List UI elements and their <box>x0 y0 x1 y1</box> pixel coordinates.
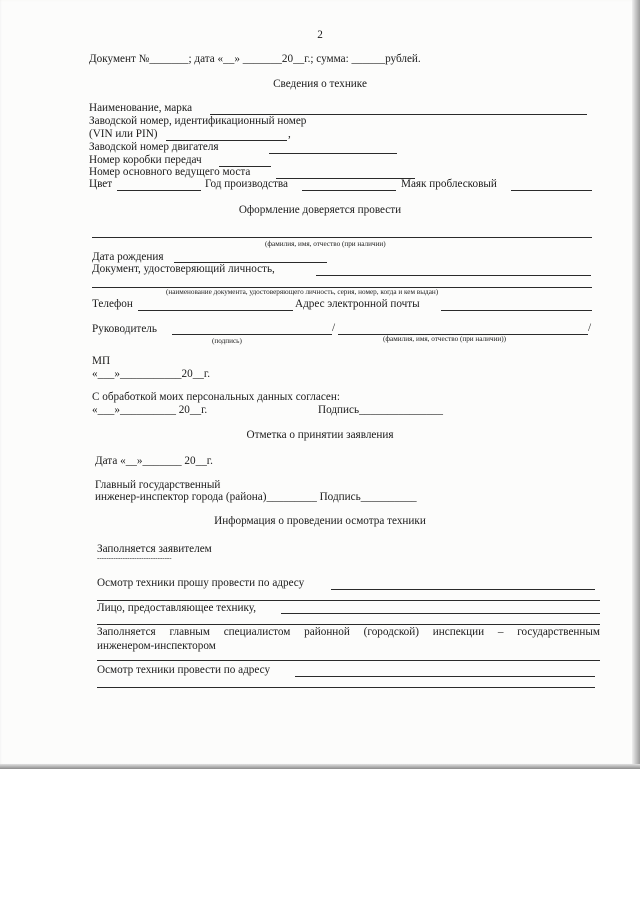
section-title-tech: Сведения о технике <box>273 78 367 90</box>
label-presenter: Лицо, предоставляющее технику, <box>97 602 257 614</box>
label-chief-fill-2: инженером-инспектором <box>97 640 216 652</box>
label-engine-no: Заводской номер двигателя <box>89 141 219 153</box>
caption-head-signature: (подпись) <box>212 337 242 345</box>
field-year[interactable] <box>302 190 396 191</box>
field-id-doc[interactable] <box>316 275 591 276</box>
caption-trustee-fio: (фамилия, имя, отчество (при наличии) <box>265 240 386 248</box>
label-head: Руководитель <box>92 323 157 335</box>
field-email[interactable] <box>441 310 592 311</box>
label-year: Год производства <box>205 178 288 190</box>
label-gearbox-no: Номер коробки передач <box>89 154 202 166</box>
label-id-doc: Документ, удостоверяющий личность, <box>92 263 275 275</box>
label-phone: Телефон <box>92 298 133 310</box>
field-chief-fill-line[interactable] <box>97 660 600 661</box>
label-applicant-fill: Заполняется заявителем <box>97 543 212 555</box>
consent-date: «___»__________ 20__г. <box>92 404 208 416</box>
label-beacon: Маяк проблесковый <box>401 178 497 190</box>
accept-chief-line2: инженер-инспектор города (района)_________ Подпись__________ <box>95 491 417 503</box>
applicant-fill-dashes: -------------------------------- <box>97 554 172 562</box>
field-address-request-line2[interactable] <box>97 600 600 601</box>
field-beacon[interactable] <box>511 190 592 191</box>
page-number: 2 <box>317 29 323 41</box>
field-head-signature[interactable] <box>172 334 332 335</box>
stamp-mp: МП <box>92 355 111 367</box>
head-slash-2: / <box>588 322 592 334</box>
field-trustee-fio[interactable] <box>92 237 592 238</box>
label-address-request: Осмотр техники прошу провести по адресу <box>97 577 305 589</box>
section-title-trust: Оформление доверяется провести <box>238 204 402 216</box>
label-axle-no: Номер основного ведущего моста <box>89 166 251 178</box>
section-title-inspect: Информация о проведении осмотра техники <box>214 515 426 527</box>
label-email: Адрес электронной почты <box>295 298 420 310</box>
accept-chief-line1: Главный государственный <box>95 479 221 491</box>
field-address-conduct[interactable] <box>295 676 595 677</box>
head-slash-1: / <box>332 322 336 334</box>
label-name-brand: Наименование, марка <box>89 102 193 114</box>
consent-signature: Подпись_______________ <box>318 404 443 416</box>
field-address-request[interactable] <box>331 589 595 590</box>
label-birth-date: Дата рождения <box>92 251 164 263</box>
page-edge-shadow-bottom <box>0 764 640 769</box>
field-address-conduct-line2[interactable] <box>97 687 595 688</box>
field-color[interactable] <box>117 190 201 191</box>
page-edge-shadow-right <box>632 0 640 768</box>
stamp-date: «___»___________20__г. <box>92 368 210 380</box>
label-vin-pin: (VIN или PIN) <box>89 128 158 140</box>
caption-id-doc: (наименование документа, удостоверяющего личность, серия, номер, когда и кем выдан) <box>166 288 439 296</box>
label-serial-no: Заводской номер, идентификационный номер <box>89 115 307 127</box>
accept-date: Дата «__»_______ 20__г. <box>95 455 213 467</box>
field-axle-no[interactable] <box>276 178 415 179</box>
vin-comma: , <box>288 128 291 140</box>
label-color: Цвет <box>89 178 113 190</box>
label-address-conduct: Осмотр техники провести по адресу <box>97 664 271 676</box>
caption-head-fio: (фамилия, имя, отчество (при наличии)) <box>383 335 507 343</box>
document-header-line: Документ №_______; дата «__» _______20__г.; сумма: ______рублей. <box>89 53 421 65</box>
section-title-accept: Отметка о принятии заявления <box>246 429 394 441</box>
field-phone[interactable] <box>138 310 293 311</box>
field-engine-no[interactable] <box>269 153 397 154</box>
label-chief-fill-1: Заполняется главным специалистом районной (городской) инспекции – государственным <box>97 626 600 638</box>
field-presenter[interactable] <box>281 613 600 614</box>
field-presenter-line2[interactable] <box>97 624 600 625</box>
consent-text: С обработкой моих персональных данных согласен: <box>92 391 340 403</box>
